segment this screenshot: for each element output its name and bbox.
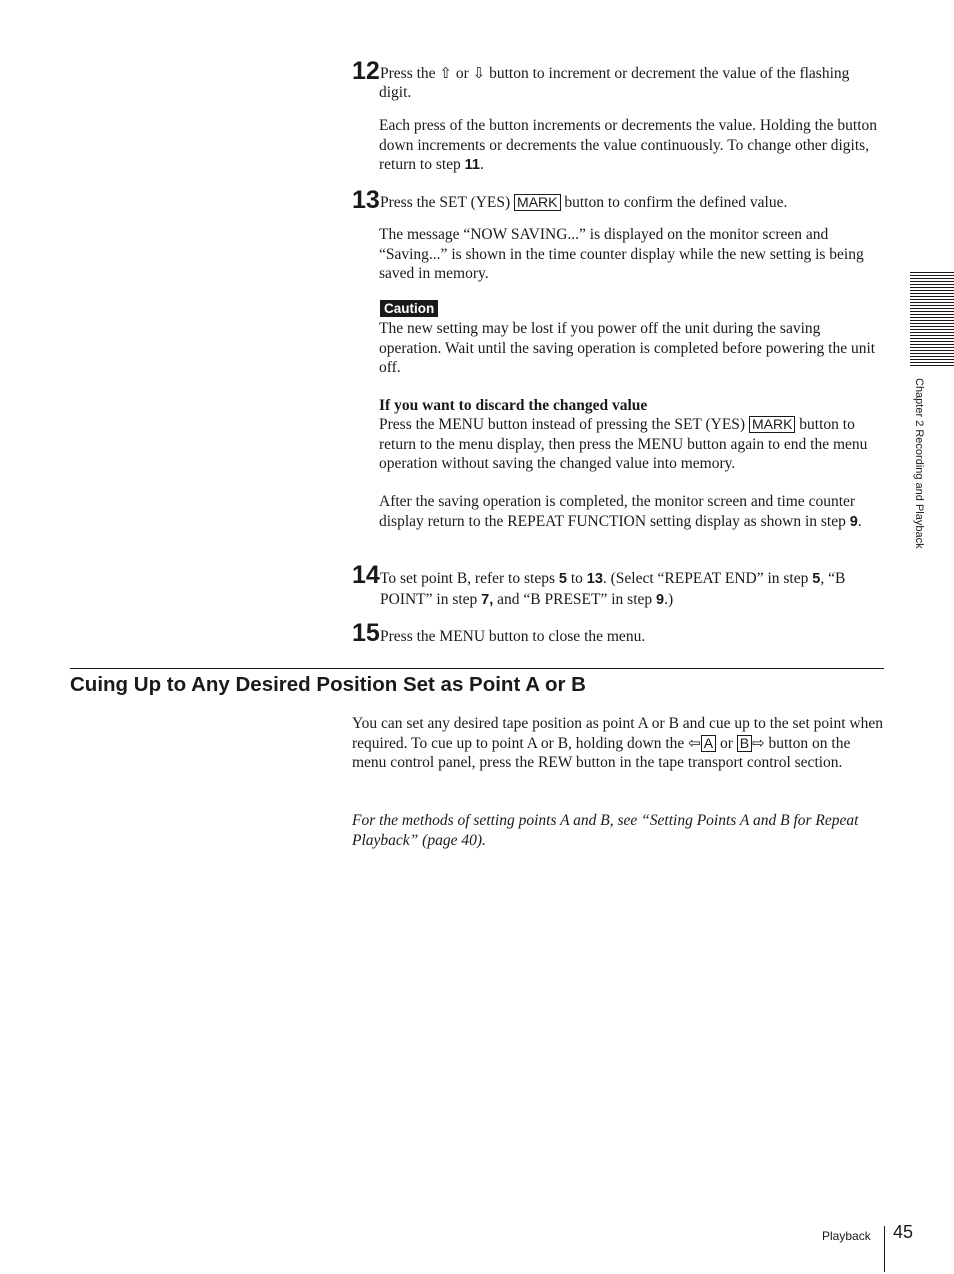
caution-text: The new setting may be lost if you power off the unit during the saving operation. Wait until the saving operation is completed before powering the unit off. [379, 320, 876, 376]
after-end: . [857, 512, 862, 530]
step-12-line1 [380, 64, 884, 84]
a-button-label: A [701, 735, 716, 752]
s14-t5: and “B PRESET” in step [493, 590, 657, 608]
discard-text-a: Press the MENU button instead of pressing the SET (YES) [379, 416, 749, 433]
step-12-paragraph [379, 116, 884, 176]
footer-section-label: Playback [822, 1229, 871, 1243]
s14-ref-5b: 5 [812, 571, 821, 587]
section-text-a: You can set any desired tape position as point A or B and cue up to the set point when required. To cue up to point A or B, holding down the [352, 715, 883, 752]
caution-label: Caution [380, 300, 438, 317]
step-12-text-b: or [452, 65, 473, 82]
right-arrow-icon: ⇨ [752, 733, 765, 752]
section-text-or: or [716, 734, 737, 752]
step-12-para-end: . [480, 156, 484, 173]
left-arrow-icon: ⇦ [688, 733, 701, 752]
step-12-line2: digit. [379, 84, 412, 101]
up-arrow-icon: ⇧ [439, 64, 452, 82]
footer-divider [884, 1226, 885, 1272]
s14-t1: To set point B, refer to steps [380, 570, 559, 587]
step-12-para-text: Each press of the button increments or decrements the value. Holding the button down increments or decrements the value continuously. To change other digits, return to step [379, 117, 878, 173]
s14-t6: .) [664, 590, 674, 608]
section-paragraph [352, 714, 884, 773]
section-title: Cuing Up to Any Desired Position Set as Point A or B [70, 673, 586, 696]
cross-reference: For the methods of setting points A and B, see “Setting Points A and B for Repeat Playback” (page 40). [352, 812, 859, 849]
s14-t4: , “B POINT” in step [380, 570, 846, 608]
after-text: After the saving operation is completed, the monitor screen and time counter display return to the REPEAT FUNCTION setting display as shown in step [379, 493, 856, 530]
step-13-line [380, 193, 884, 213]
down-arrow-icon: ⇩ [472, 64, 486, 82]
section-rule [70, 668, 884, 669]
step-number-14: 14 [352, 561, 380, 589]
mark-button-label-2: MARK [749, 416, 795, 433]
step-number-13: 13 [352, 186, 380, 214]
step-number-15: 15 [352, 619, 380, 647]
discard-text-b: button to return to the menu display, then press the MENU button again to end the menu operation without saving the changed value into memory. [379, 416, 868, 472]
page-number: 45 [893, 1222, 914, 1242]
step-ref-9: 9 [849, 513, 858, 530]
step-13-text-b: button to confirm the defined value. [560, 194, 788, 211]
step-14-text [380, 569, 884, 610]
discard-paragraph [379, 415, 884, 474]
chapter-sidebar-label: Chapter 2 Recording and Playback [913, 378, 925, 549]
discard-heading: If you want to discard the changed value [379, 397, 648, 414]
step-ref-11: 11 [464, 157, 481, 173]
mark-button-label: MARK [514, 194, 560, 211]
b-button-label: B [737, 735, 752, 752]
after-saving-paragraph [379, 492, 884, 532]
step-number-12: 12 [352, 57, 380, 85]
step-13-paragraph: The message “NOW SAVING...” is displayed on the monitor screen and “Saving...” is shown in the time counter display while the new setting is being saved in memory. [379, 226, 864, 282]
s14-ref-5: 5 [558, 571, 567, 587]
step-13-text-a: Press the SET (YES) [380, 194, 515, 211]
s14-ref-13: 13 [586, 571, 603, 587]
section-text-b: button on the menu control panel, press the REW button in the tape transport control section. [352, 734, 851, 771]
s14-t2: to [566, 570, 587, 587]
step-15-text: Press the MENU button to close the menu. [380, 628, 646, 645]
step-12-text-c: button to increment or decrement the value of the flashing [485, 65, 850, 82]
s14-ref-9: 9 [656, 591, 665, 608]
s14-ref-7: 7, [481, 591, 494, 608]
step-12-text-a: Press the [380, 65, 440, 82]
s14-t3: . (Select “REPEAT END” in step [602, 570, 813, 587]
chapter-thumb-tab [910, 272, 954, 366]
